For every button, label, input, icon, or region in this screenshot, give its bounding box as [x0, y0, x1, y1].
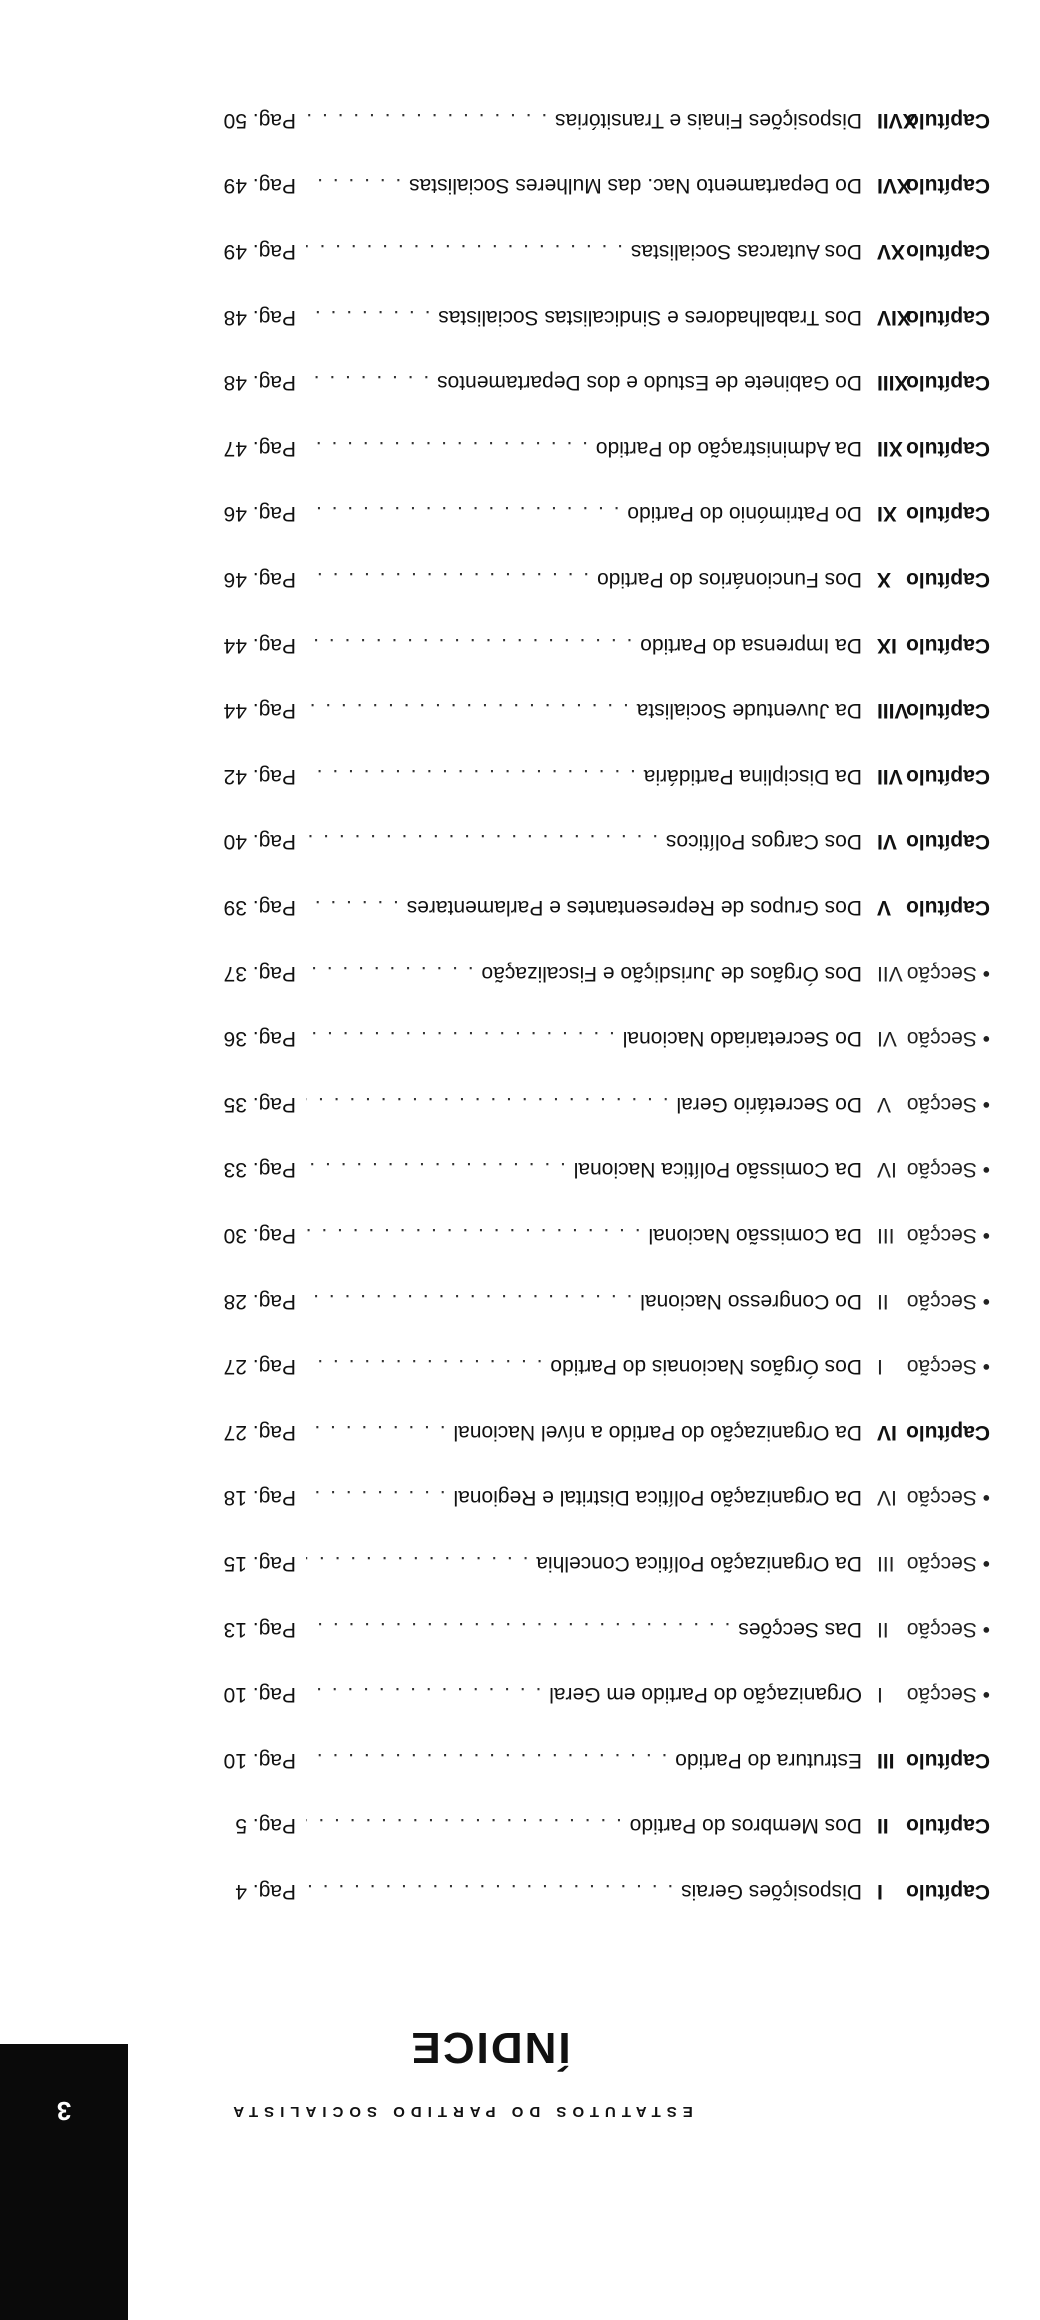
entry-title [306, 629, 862, 661]
entry-title-text: Dos Membros do Partido [629, 1814, 862, 1838]
toc-entry [150, 432, 990, 464]
entry-title-text: Da Administração do Partido [595, 436, 862, 460]
entry-number: XV [877, 240, 906, 263]
toc-entry [150, 301, 990, 333]
entry-page-ref: Pag. 18 [223, 1486, 296, 1510]
section-label: • Secção [906, 961, 990, 985]
entry-title-text: Da Organização Política Concelhia [536, 1552, 862, 1575]
chapter-label: Capítulo [906, 568, 990, 591]
entry-page-ref: Pag. 4 [235, 1880, 296, 1903]
entry-title-text: Da Juventude Socialista [636, 699, 862, 723]
entry-number: IX [877, 633, 897, 657]
entry-page-ref: Pag. 44 [223, 699, 296, 723]
entry-title [306, 1088, 862, 1120]
chapter-label: Capítulo [906, 1814, 990, 1838]
entry-title [306, 1678, 862, 1710]
entry-title-text: Dos Funcionários do Partido [597, 568, 862, 591]
chapter-label: Capítulo [906, 174, 990, 198]
entry-title [306, 957, 862, 989]
chapter-label: Capítulo [906, 699, 990, 723]
toc-entry [150, 1809, 990, 1841]
entry-title-text: Da Organização do Partido a nível Nacional [453, 1420, 862, 1444]
entry-page-ref: Pag. 48 [223, 371, 296, 395]
chapter-label: Capítulo [906, 108, 990, 132]
entry-number: III [877, 1552, 895, 1575]
entry-page-ref: Pag. 10 [223, 1683, 296, 1707]
entry-page-ref: Pag. 48 [223, 305, 296, 329]
chapter-label: Capítulo [906, 305, 990, 329]
chapter-label: Capítulo [906, 502, 990, 526]
entry-title [306, 1153, 862, 1185]
toc-entry [150, 1285, 990, 1317]
chapter-label: Capítulo [906, 896, 990, 919]
toc-entry [150, 1219, 990, 1251]
toc-entry [150, 1613, 990, 1645]
entry-number: V [877, 896, 892, 919]
entry-title-text: Organização do Partido em Geral [549, 1683, 862, 1707]
chapter-label: Capítulo [906, 436, 990, 460]
entry-title [306, 1875, 862, 1907]
entry-title-text: Dos Órgãos Nacionais do Partido [550, 1355, 862, 1379]
entry-title [306, 1350, 862, 1382]
section-label: • Secção [906, 1552, 990, 1575]
entry-title-text: Dos Órgãos de Jurisdição e Fiscalização [481, 961, 862, 985]
entry-page-ref: Pag. 44 [223, 633, 296, 657]
entry-title [306, 1022, 862, 1054]
section-label: • Secção [906, 1486, 990, 1510]
toc-entry [150, 825, 990, 857]
entry-page-ref: Pag. 49 [223, 174, 296, 198]
entry-number: I [877, 1355, 883, 1379]
entry-number: VIII [877, 699, 909, 723]
entry-number: II [877, 1617, 889, 1641]
entry-title-text: Da Organização Política Distrital e Regional [453, 1486, 862, 1510]
entry-number: XVI [877, 174, 911, 198]
toc-entry [150, 1875, 990, 1907]
entry-page-ref: Pag. 46 [223, 502, 296, 526]
entry-title [306, 1744, 862, 1776]
entry-title-text: Do Secretariado Nacional [622, 1027, 862, 1051]
entry-number: II [877, 1814, 889, 1838]
entry-title-text: Dos Cargos Políticos [665, 830, 862, 854]
toc-entry [150, 1481, 990, 1513]
toc-entry [150, 1744, 990, 1776]
entry-title [306, 169, 862, 201]
chapter-label: Capítulo [906, 1880, 990, 1903]
entry-number: I [877, 1683, 883, 1707]
entry-title-text: Do Gabinete de Estudo e dos Departamentos [437, 371, 862, 395]
section-label: • Secção [906, 1092, 990, 1116]
entry-number: II [877, 1289, 889, 1313]
toc-entry [150, 957, 990, 989]
entry-title [306, 1416, 862, 1448]
entry-page-ref: Pag. 47 [223, 436, 296, 460]
running-header: ESTATUTOS DO PARTIDO SOCIALISTA [227, 2103, 693, 2120]
entry-page-ref: Pag. 15 [223, 1552, 296, 1575]
toc-entry [150, 1547, 990, 1579]
entry-title [306, 1809, 862, 1841]
entry-number: XIII [877, 371, 909, 395]
entry-number: VII [877, 961, 903, 985]
section-label: • Secção [906, 1158, 990, 1182]
entry-page-ref: Pag. 37 [223, 961, 296, 985]
entry-page-ref: Pag. 50 [223, 108, 296, 132]
toc-entry [150, 891, 990, 923]
entry-number: III [877, 1224, 895, 1247]
entry-title-text: Da Disciplina Partidária [643, 764, 862, 788]
entry-title-text: Estrutura do Partido [675, 1748, 862, 1772]
toc-entry [150, 1416, 990, 1448]
entry-title [306, 497, 862, 529]
entry-title-text: Do Secretário Geral [676, 1092, 862, 1116]
entry-title-text: Das Secções [738, 1617, 862, 1641]
entry-title [306, 1481, 862, 1513]
entry-page-ref: Pag. 27 [223, 1355, 296, 1379]
entry-page-ref: Pag. 33 [223, 1158, 296, 1182]
entry-page-ref: Pag. 5 [235, 1814, 296, 1838]
entry-number: V [877, 1092, 892, 1116]
chapter-label: Capítulo [906, 371, 990, 395]
chapter-label: Capítulo [906, 830, 990, 854]
entry-number: III [877, 1748, 895, 1772]
entry-number: VII [877, 764, 903, 788]
entry-page-ref: Pag. 35 [223, 1092, 296, 1116]
toc-entry [150, 235, 990, 267]
chapter-label: Capítulo [906, 764, 990, 788]
entry-page-ref: Pag. 13 [223, 1617, 296, 1641]
section-label: • Secção [906, 1683, 990, 1707]
entry-title-text: Dos Autarcas Socialistas [630, 240, 862, 263]
toc-entry [150, 1678, 990, 1710]
chapter-label: Capítulo [906, 1420, 990, 1444]
toc-entry [150, 694, 990, 726]
index-title: ÍNDICE [409, 2023, 571, 2072]
entry-number: X [877, 568, 892, 591]
entry-title-text: Do Património do Partido [627, 502, 862, 526]
toc-entry [150, 1350, 990, 1382]
entry-number: IV [877, 1158, 897, 1182]
entry-number: XIV [877, 305, 911, 329]
entry-title [306, 235, 862, 267]
entry-page-ref: Pag. 10 [223, 1748, 296, 1772]
entry-number: IV [877, 1486, 897, 1510]
entry-title-text: Disposições Gerais [681, 1880, 862, 1903]
entry-page-ref: Pag. 39 [223, 896, 296, 919]
entry-title [306, 366, 862, 398]
entry-number: XVII [877, 108, 917, 132]
entry-page-ref: Pag. 36 [223, 1027, 296, 1051]
toc-entry [150, 1088, 990, 1120]
entry-title [306, 825, 862, 857]
section-label: • Secção [906, 1027, 990, 1051]
entry-number: VI [877, 1027, 897, 1051]
entry-number: IV [877, 1420, 897, 1444]
chapter-label: Capítulo [906, 240, 990, 263]
chapter-label: Capítulo [906, 1748, 990, 1772]
page-number: 3 [56, 2096, 72, 2126]
entry-title-text: Da Imprensa do Partido [640, 633, 862, 657]
entry-page-ref: Pag. 49 [223, 240, 296, 263]
entry-page-ref: Pag. 30 [223, 1224, 296, 1247]
entry-title-text: Do Congresso Nacional [640, 1289, 862, 1313]
entry-title [306, 760, 862, 792]
entry-title [306, 563, 862, 595]
entry-title [306, 891, 862, 923]
entry-title [306, 104, 862, 136]
chapter-label: Capítulo [906, 633, 990, 657]
entry-title [306, 432, 862, 464]
toc-entry [150, 497, 990, 529]
toc-entry [150, 1153, 990, 1185]
entry-title-text: Do Departamento Nac. das Mulheres Socialistas [409, 174, 862, 198]
entry-title-text: Dos Grupos de Representantes e Parlamentares [406, 896, 862, 919]
entry-page-ref: Pag. 40 [223, 830, 296, 854]
toc-entry [150, 366, 990, 398]
entry-title-text: Dos Trabalhadores e Sindicalistas Socialistas [438, 305, 862, 329]
toc-entry [150, 563, 990, 595]
entry-title [306, 1613, 862, 1645]
entry-page-ref: Pag. 27 [223, 1420, 296, 1444]
entry-title [306, 1547, 862, 1579]
entry-number: VI [877, 830, 897, 854]
toc-entry [150, 760, 990, 792]
entry-title-text: Da Comissão Nacional [648, 1224, 862, 1247]
entry-title [306, 694, 862, 726]
entry-number: XII [877, 436, 903, 460]
entry-page-ref: Pag. 42 [223, 764, 296, 788]
toc-entry [150, 629, 990, 661]
entry-number: I [877, 1880, 883, 1903]
entry-page-ref: Pag. 28 [223, 1289, 296, 1313]
entry-page-ref: Pag. 46 [223, 568, 296, 591]
section-label: • Secção [906, 1355, 990, 1379]
section-label: • Secção [906, 1289, 990, 1313]
toc-entry [150, 104, 990, 136]
entry-title-text: Da Comissão Política Nacional [573, 1158, 862, 1182]
entry-title-text: Disposições Finais e Transitórias [555, 108, 862, 132]
entry-title [306, 1285, 862, 1317]
toc-entry [150, 169, 990, 201]
section-label: • Secção [906, 1224, 990, 1247]
entry-number: XI [877, 502, 897, 526]
entry-title [306, 301, 862, 333]
entry-title [306, 1219, 862, 1251]
section-label: • Secção [906, 1617, 990, 1641]
toc-entry [150, 1022, 990, 1054]
